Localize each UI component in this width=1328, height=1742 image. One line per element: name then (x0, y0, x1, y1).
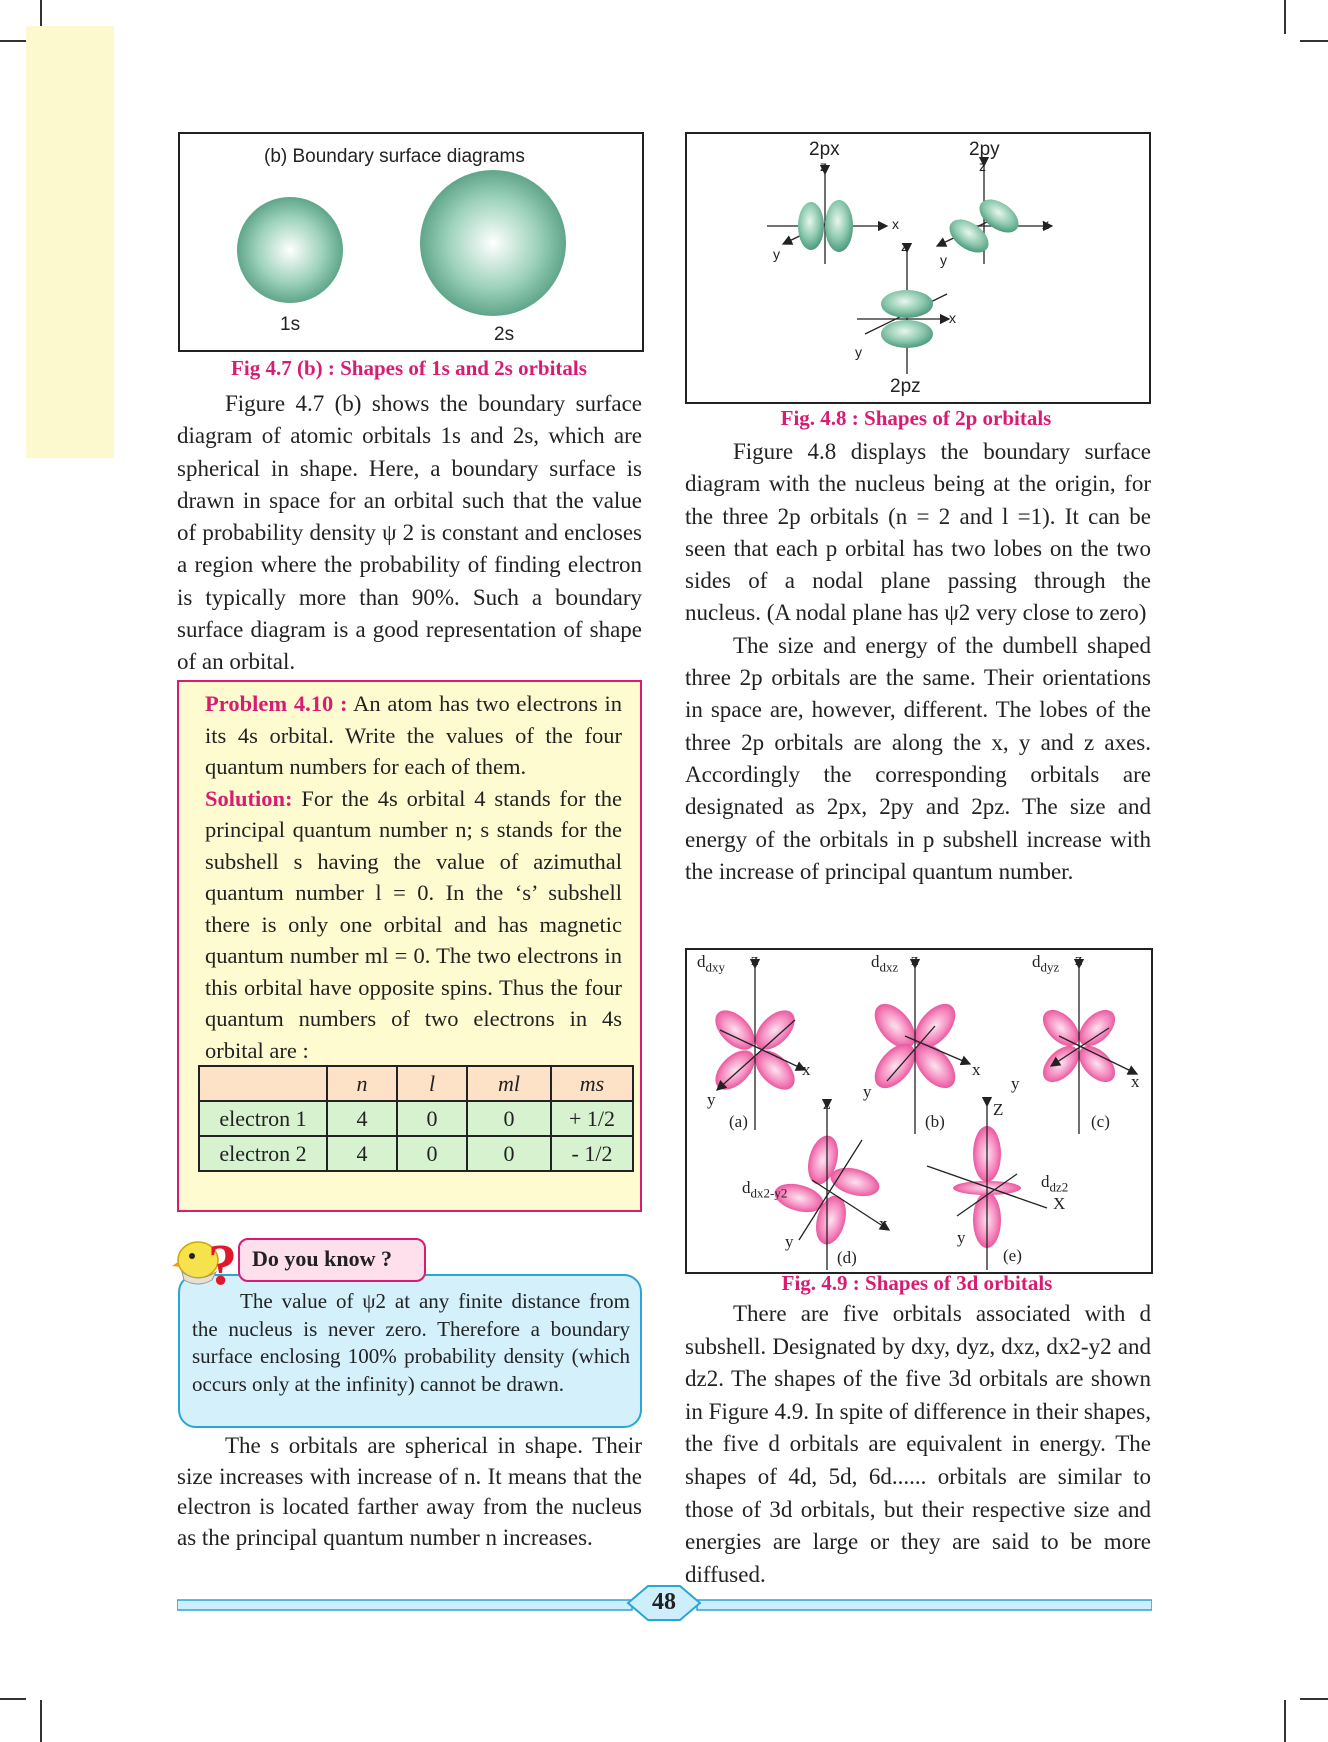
table-cell: 4 (327, 1136, 397, 1171)
orbital-2px (767, 174, 887, 264)
table-row (199, 1101, 633, 1136)
axis-label-y: y (1011, 1074, 1020, 1093)
problem-box (177, 680, 642, 1212)
do-you-know-box (178, 1274, 642, 1428)
page-number: 48 (652, 1589, 676, 1615)
orbital-dxy (708, 968, 805, 1130)
axis-label-x: x (1042, 216, 1049, 232)
table-row (199, 1136, 633, 1171)
axis-label-z: z (751, 950, 759, 969)
figure-4-7 (178, 132, 644, 352)
axis-label-z: Z (993, 1100, 1004, 1119)
axis-label-y: y (855, 344, 862, 360)
orbital-dxz (867, 968, 970, 1134)
do-you-know-title: Do you know ? (252, 1246, 392, 1271)
figure-4-9-drawing (687, 950, 1151, 1272)
axis-label-x: x (972, 1060, 981, 1079)
axis-label-x: x (949, 310, 956, 326)
label-d: (d) (837, 1248, 857, 1267)
orbital-dz2 (927, 1106, 1047, 1270)
label-dx2-y2: $d_{dx2-y2}$ (742, 1178, 788, 1201)
table-cell: 0 (397, 1136, 467, 1171)
left-paragraph-1 (177, 388, 642, 679)
orbital-2py (937, 166, 1052, 264)
axis-label-y: y (940, 252, 947, 268)
table-cell: - 1/2 (551, 1136, 633, 1171)
axis-label-z: z (820, 158, 827, 174)
table-header-cell (199, 1066, 327, 1101)
do-you-know-text: The value of ψ2 at any finite distance from the nucleus is never zero. Therefore a boundary surface enclosing 100% probability density (which occurs only at the infinity) cannot be drawn. (192, 1289, 630, 1396)
crop-mark (1284, 0, 1286, 34)
label-1s: 1s (280, 314, 301, 335)
axis-label-z: z (911, 950, 919, 969)
axis-label-y: y (773, 246, 780, 262)
label-dxz: $d_{dxz}$ (871, 952, 899, 975)
crop-mark (1284, 1700, 1286, 1742)
do-you-know-text-block (192, 1288, 630, 1398)
table-cell: 0 (397, 1101, 467, 1136)
label-e: (e) (1003, 1246, 1022, 1265)
table-header-row (199, 1066, 633, 1101)
orbital-2pz (857, 252, 949, 374)
axis-label-z: z (1075, 950, 1083, 969)
axis-label-y: y (863, 1082, 872, 1101)
label-b: (b) (925, 1112, 945, 1131)
label-2s: 2s (494, 324, 515, 345)
label-dz2: $d_{dz2}$ (1041, 1172, 1069, 1195)
problem-heading: Problem 4.10 : (205, 691, 348, 716)
axis-label-y: y (707, 1090, 716, 1109)
crop-mark (1300, 1698, 1328, 1700)
right-paragraph-3 (685, 1298, 1151, 1591)
problem-text (205, 688, 622, 1066)
table-header-cell: ml (467, 1066, 551, 1101)
axis-label-y: y (957, 1228, 966, 1247)
chick-question-icon (170, 1226, 250, 1292)
table-header-cell: ms (551, 1066, 633, 1101)
crop-mark (0, 1698, 26, 1700)
label-2py: 2py (969, 139, 1000, 160)
quantum-number-table (198, 1065, 634, 1172)
label-2px: 2px (809, 139, 840, 160)
paragraph-text: The size and energy of the dumbell shaped three 2p orbitals are the same. Their orientations in space are, however, different. The lobes of the three 2p orbitals are along the x, y and z axes. Accordingly the corresponding orbitals are designated as 2px, 2py and 2pz. The size and energy of the orbitals in p subshell increase with the increase of principal quantum number. (685, 632, 1151, 884)
figure-4-8 (685, 132, 1151, 404)
solution-heading: Solution: (205, 785, 293, 811)
paragraph-text: Figure 4.7 (b) shows the boundary surface diagram of atomic orbitals 1s and 2s, which are spherical in shape. Here, a boundary surface is drawn in space for an orbital such that the value of probability density ψ 2 is constant and encloses a region where the probability of finding electron is typically more than 90%. Such a boundary surface diagram is a good representation of shape of an orbital. (177, 391, 642, 675)
paragraph-text: Figure 4.8 displays the boundary surface diagram with the nucleus being at the origin, for the three 2p orbitals (n = 2 and l =1). It can be seen that each p orbital has two lobes on the two sides of a nodal plane passing through the nucleus. (A nodal plane has ψ2 very close to zero) (685, 439, 1151, 626)
table-header-cell: l (397, 1066, 467, 1101)
right-paragraph-1 (685, 436, 1151, 888)
label-dxy: $d_{dxy}$ (697, 952, 725, 975)
axis-label-z: z (823, 1094, 831, 1113)
paragraph-text: There are five orbitals associated with d subshell. Designated by dxy, dyz, dxz, dx2-y2 and dz2. The shapes of the five 3d orbitals are shown in Figure 4.9. In spite of difference in their shapes, the five d orbitals are equivalent in energy. The shapes of 4d, 5d, 6d...... orbitals are similar to those of 3d orbitals, but their respective size and energies are large or they are said to be more diffused. (685, 1301, 1151, 1587)
axis-label-x: x (879, 1214, 888, 1233)
crop-mark (1300, 40, 1328, 42)
crop-mark (40, 1700, 42, 1742)
axis-label-x: x (892, 216, 899, 232)
axis-label-x: x (802, 1060, 811, 1079)
orbital-1s-sphere (237, 197, 343, 303)
solution-text: For the 4s orbital 4 stands for the principal quantum number n; s stands for the subshell s having the value of azimuthal quantum number l = 0. In the ‘s’ subshell there is only one orbital and has magnetic quantum number ml = 0. The two electrons in this orbital have opposite spins. Thus the four quantum numbers of two electrons in 4s orbital are : (205, 785, 622, 1063)
svg-text:?: ? (208, 1232, 237, 1292)
label-a: (a) (729, 1112, 748, 1131)
table-cell: 0 (467, 1136, 551, 1171)
paragraph-text: The s orbitals are spherical in shape. Their size increases with increase of n. It means that the electron is located farther away from the nucleus as the principal quantum number n increases. (177, 1433, 642, 1550)
figure-4-9 (685, 948, 1153, 1274)
left-paragraph-2 (177, 1431, 642, 1553)
table-cell: + 1/2 (551, 1101, 633, 1136)
do-you-know-title-box (238, 1238, 426, 1282)
crop-mark (0, 40, 26, 42)
figure-4-7-title: (b) Boundary surface diagrams (264, 146, 525, 167)
orbital-2s-sphere (420, 170, 566, 316)
label-2pz: 2pz (890, 376, 921, 397)
margin-sidebar (26, 26, 114, 458)
table-cell: 4 (327, 1101, 397, 1136)
table-cell: electron 2 (199, 1136, 327, 1171)
table-cell: electron 1 (199, 1101, 327, 1136)
table-header-cell: n (327, 1066, 397, 1101)
axis-label-z: z (901, 238, 908, 254)
figure-4-7-caption: Fig 4.7 (b) : Shapes of 1s and 2s orbitals (231, 356, 587, 380)
problem-question: An atom has two electrons in its 4s orbital. Write the values of the four quantum numbers for each of them. (205, 691, 623, 779)
figure-4-8-drawing (687, 134, 1149, 402)
axis-label-x: X (1053, 1194, 1066, 1213)
table-cell: 0 (467, 1101, 551, 1136)
figure-4-8-caption: Fig. 4.8 : Shapes of 2p orbitals (780, 406, 1052, 430)
axis-label-z: z (979, 158, 986, 174)
axis-label-x: x (1131, 1072, 1140, 1091)
axis-label-y: y (785, 1232, 794, 1251)
label-dyz: $d_{dyz}$ (1032, 952, 1060, 975)
figure-4-9-caption: Fig. 4.9 : Shapes of 3d orbitals (781, 1271, 1053, 1295)
label-c: (c) (1091, 1112, 1110, 1131)
orbital-dyz (1036, 968, 1137, 1134)
